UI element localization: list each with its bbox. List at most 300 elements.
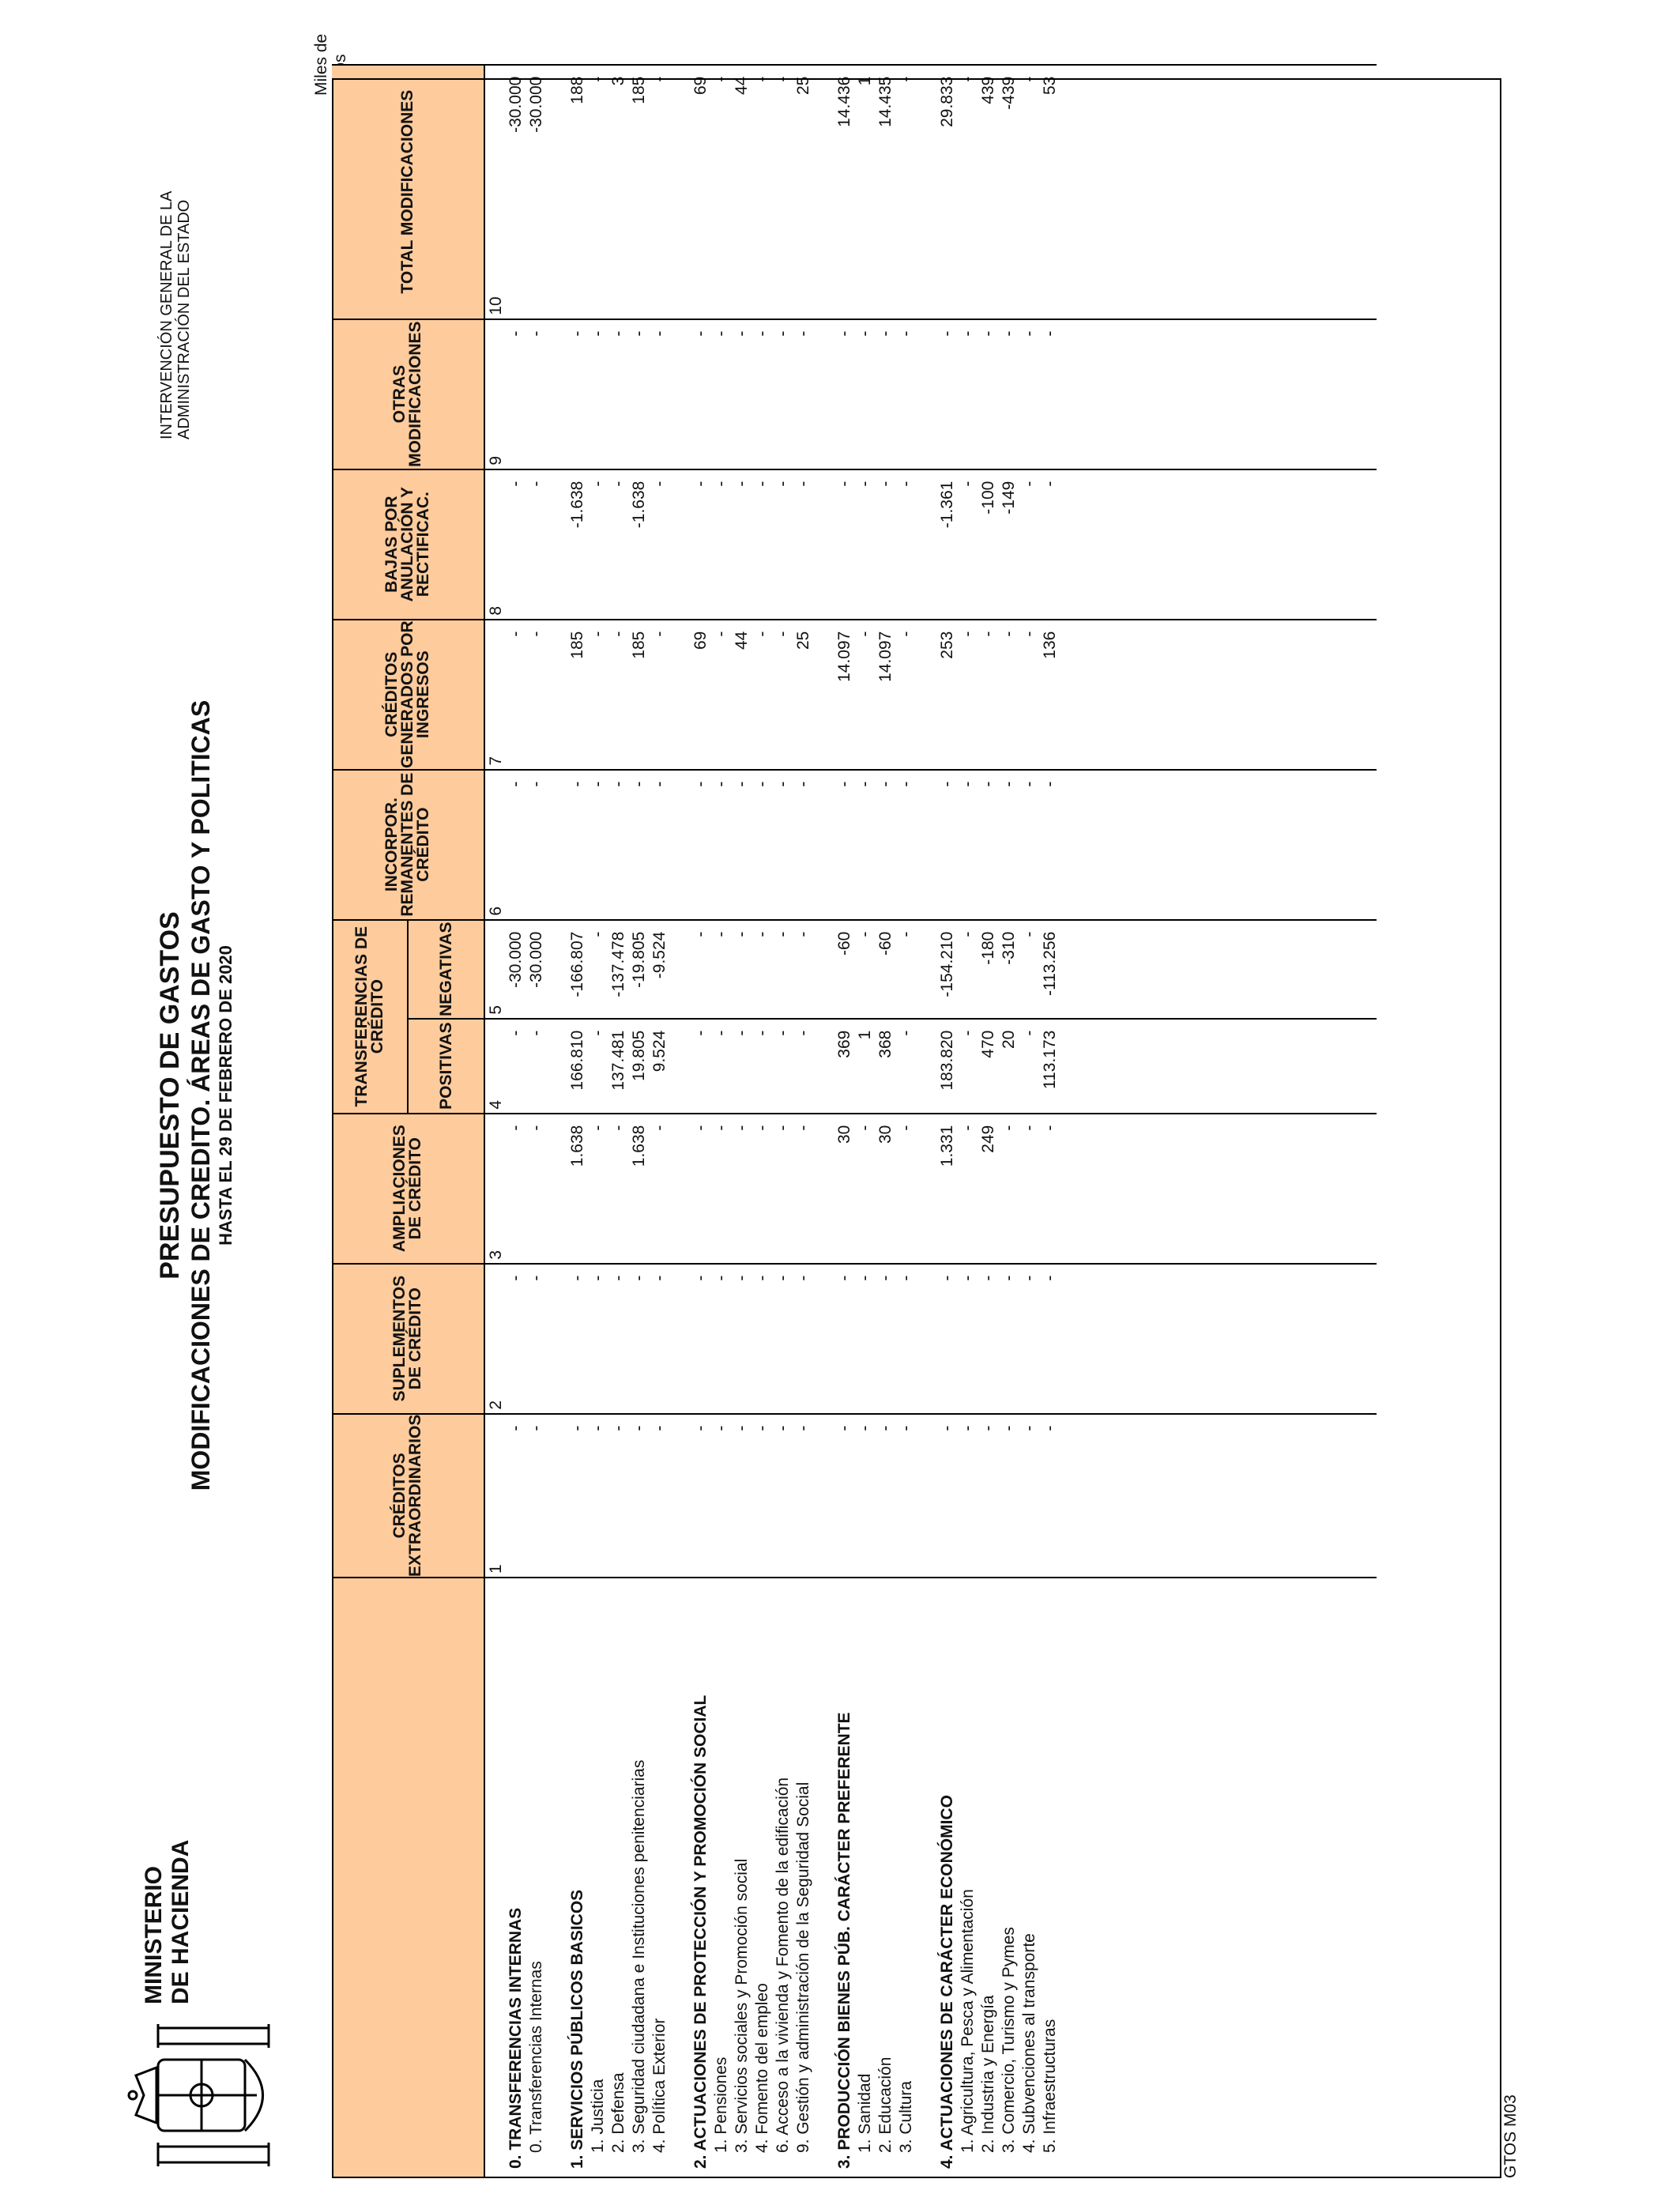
- cell-col10: -: [1019, 65, 1040, 319]
- row-label: 3. Seguridad ciudadana e Instituciones penitenciarias: [629, 1578, 650, 2178]
- header-col2: SUPLEMENTOS DE CRÉDITO: [332, 1264, 484, 1414]
- cell-col5: -: [588, 920, 608, 1019]
- row-label: 1. SERVICIOS PÚBLICOS BASICOS: [567, 1578, 588, 2178]
- cell-col9: -: [711, 319, 732, 469]
- cell-col6: -: [937, 770, 958, 920]
- row-label: 3. Comercio, Turismo y Pymes: [999, 1578, 1019, 2178]
- cell-col4: 9.524: [650, 1019, 670, 1114]
- title-date: HASTA EL 29 DE FEBRERO DE 2020: [216, 945, 235, 1246]
- cell-col7: -: [588, 620, 608, 770]
- cell-col1: -: [834, 1414, 855, 1578]
- cell-col9: -: [506, 319, 526, 469]
- cell-col2: -: [711, 1264, 732, 1414]
- col-number: 9: [484, 319, 506, 469]
- cell-col2: -: [526, 1264, 547, 1414]
- row-label: 6. Acceso a la vivienda y Fomento de la edificación: [773, 1578, 793, 2178]
- cell-col10: 185: [629, 65, 650, 319]
- cell-col3: -: [608, 1114, 629, 1264]
- cell-col3: -: [506, 1114, 526, 1264]
- cell-col3: [814, 1114, 834, 1264]
- cell-col3: -: [896, 1114, 917, 1264]
- cell-col4: -: [711, 1019, 732, 1114]
- table-row: [752, 65, 773, 2178]
- row-label: 3. Cultura: [896, 1578, 917, 2178]
- row-label: 4. Fomento del empleo: [752, 1578, 773, 2178]
- cell-col6: [670, 770, 691, 920]
- table-row: [876, 65, 896, 2178]
- cell-col2: -: [650, 1264, 670, 1414]
- cell-col8: -: [732, 469, 752, 620]
- cell-col4: 369: [834, 1019, 855, 1114]
- cell-col8: -: [711, 469, 732, 620]
- cell-col10: 1: [855, 65, 876, 319]
- cell-col4: -: [773, 1019, 793, 1114]
- cell-col10: 69: [691, 65, 711, 319]
- cell-col7: -: [506, 620, 526, 770]
- cell-col7: -: [650, 620, 670, 770]
- cell-col6: [547, 770, 567, 920]
- units-label: Miles de: [312, 33, 330, 96]
- row-label: 1. Pensiones: [711, 1578, 732, 2178]
- cell-col3: -: [793, 1114, 814, 1264]
- cell-col4: [670, 1019, 691, 1114]
- cell-col8: -149: [999, 469, 1019, 620]
- table-row: [1040, 65, 1060, 2178]
- cell-col10: [917, 65, 937, 319]
- cell-col9: -: [691, 319, 711, 469]
- cell-col7: -: [711, 620, 732, 770]
- cell-col6: -: [773, 770, 793, 920]
- cell-col2: -: [793, 1264, 814, 1414]
- row-label: 1. Justicia: [588, 1578, 608, 2178]
- cell-col9: -: [937, 319, 958, 469]
- row-label: 4. ACTUACIONES DE CARÁCTER ECONÓMICO: [937, 1578, 958, 2178]
- cell-col3: -: [650, 1114, 670, 1264]
- header-transfers: TRANSFERENCIAS DE CRÉDITO: [332, 920, 408, 1114]
- title-sub: MODIFICACIONES DE CREDITO. ÁREAS DE GASTO Y POLITICAS: [186, 699, 215, 1491]
- cell-col9: -: [567, 319, 588, 469]
- cell-col3: -: [691, 1114, 711, 1264]
- cell-col5: -60: [834, 920, 855, 1019]
- cell-col1: -: [752, 1414, 773, 1578]
- cell-col1: -: [1019, 1414, 1040, 1578]
- cell-col4: -: [896, 1019, 917, 1114]
- cell-col9: -: [526, 319, 547, 469]
- cell-col8: -: [526, 469, 547, 620]
- cell-col4: -: [793, 1019, 814, 1114]
- ministry-line1: MINISTERIO: [141, 1865, 167, 2004]
- cell-col4: -: [1019, 1019, 1040, 1114]
- cell-col9: -: [752, 319, 773, 469]
- ministry-name: [141, 1840, 194, 2004]
- cell-col6: -: [752, 770, 773, 920]
- col-number: 3: [484, 1114, 506, 1264]
- cell-col9: -: [1019, 319, 1040, 469]
- cell-col9: [917, 319, 937, 469]
- cell-col9: -: [773, 319, 793, 469]
- cell-col6: -: [629, 770, 650, 920]
- header-col8: BAJAS POR ANULACIÓN Y RECTIFICAC.: [332, 469, 484, 620]
- cell-col6: -: [793, 770, 814, 920]
- cell-col3: -: [1040, 1114, 1060, 1264]
- coat-of-arms-icon: [126, 2020, 284, 2170]
- cell-col2: -: [588, 1264, 608, 1414]
- table-row-spacer: [814, 65, 834, 2178]
- cell-col5: -: [855, 920, 876, 1019]
- cell-col8: -1.361: [937, 469, 958, 620]
- cell-col1: -: [978, 1414, 999, 1578]
- cell-col6: [917, 770, 937, 920]
- cell-col7: -: [855, 620, 876, 770]
- cell-col7: 185: [567, 620, 588, 770]
- cell-col8: -: [896, 469, 917, 620]
- col-number: 7: [484, 620, 506, 770]
- cell-col7: 25: [793, 620, 814, 770]
- table-row: [978, 65, 999, 2178]
- cell-col5: -: [793, 920, 814, 1019]
- col-number: 6: [484, 770, 506, 920]
- cell-col3: 1.331: [937, 1114, 958, 1264]
- table-row: [732, 65, 752, 2178]
- cell-col10: 14.435: [876, 65, 896, 319]
- cell-col9: -: [978, 319, 999, 469]
- row-label: 4. Subvenciones al transporte: [1019, 1578, 1040, 2178]
- table-row-category: [691, 65, 711, 2178]
- cell-col1: -: [711, 1414, 732, 1578]
- cell-col10: 14.436: [834, 65, 855, 319]
- cell-col1: -: [773, 1414, 793, 1578]
- cell-col10: 29.833: [937, 65, 958, 319]
- cell-col2: -: [896, 1264, 917, 1414]
- row-label: 0. TRANSFERENCIAS INTERNAS: [506, 1578, 526, 2178]
- cell-col9: -: [588, 319, 608, 469]
- cell-col3: -: [526, 1114, 547, 1264]
- cell-col9: -: [650, 319, 670, 469]
- cell-col7: -: [978, 620, 999, 770]
- cell-col10: [547, 65, 567, 319]
- cell-col2: -: [999, 1264, 1019, 1414]
- cell-col3: -: [958, 1114, 978, 1264]
- cell-col5: -30.000: [526, 920, 547, 1019]
- cell-col1: -: [937, 1414, 958, 1578]
- cell-col9: -: [1040, 319, 1060, 469]
- table-row-spacer: [670, 65, 691, 2178]
- cell-col7: 14.097: [834, 620, 855, 770]
- cell-col7: -: [1019, 620, 1040, 770]
- cell-col5: -: [773, 920, 793, 1019]
- col-number: 8: [484, 469, 506, 620]
- cell-col9: -: [999, 319, 1019, 469]
- cell-col2: -: [1019, 1264, 1040, 1414]
- cell-col10: [670, 65, 691, 319]
- cell-col10: 439: [978, 65, 999, 319]
- cell-col5: -: [752, 920, 773, 1019]
- col-number: 5: [484, 920, 506, 1019]
- cell-col2: -: [978, 1264, 999, 1414]
- cell-col7: [670, 620, 691, 770]
- table-row: [896, 65, 917, 2178]
- header-col7: CRÉDITOS GENERADOS POR INGRESOS: [332, 620, 484, 770]
- ministry-line2: DE HACIENDA: [168, 1839, 194, 2004]
- cell-col5: -9.524: [650, 920, 670, 1019]
- table-row: [958, 65, 978, 2178]
- row-label: [670, 1578, 691, 2178]
- row-label: 3. Servicios sociales y Promoción social: [732, 1578, 752, 2178]
- cell-col4: 470: [978, 1019, 999, 1114]
- cell-col9: [670, 319, 691, 469]
- cell-col1: -: [506, 1414, 526, 1578]
- cell-col9: -: [608, 319, 629, 469]
- cell-col7: [547, 620, 567, 770]
- cell-col7: [814, 620, 834, 770]
- modifications-table: [332, 64, 1377, 2178]
- cell-col3: 30: [834, 1114, 855, 1264]
- cell-col8: -: [876, 469, 896, 620]
- cell-col5: -30.000: [506, 920, 526, 1019]
- table-row: [999, 65, 1019, 2178]
- title-main: PRESUPUESTO DE GASTOS: [155, 911, 185, 1280]
- cell-col8: -: [1040, 469, 1060, 620]
- row-label: [917, 1578, 937, 2178]
- cell-col1: -: [1040, 1414, 1060, 1578]
- cell-col8: -1.638: [567, 469, 588, 620]
- cell-col6: -: [732, 770, 752, 920]
- table-row-category: [937, 65, 958, 2178]
- col-number: 10: [484, 65, 506, 319]
- footer-code: GTOS M03: [1501, 2094, 1520, 2178]
- cell-col1: -: [650, 1414, 670, 1578]
- header-col5: NEGATIVAS: [408, 920, 484, 1019]
- table-row: [650, 65, 670, 2178]
- table-body: [506, 65, 1060, 2178]
- cell-col6: -: [1040, 770, 1060, 920]
- cell-col7: -: [526, 620, 547, 770]
- cell-col10: -: [650, 65, 670, 319]
- row-label: 5. Infraestructuras: [1040, 1578, 1060, 2178]
- cell-col6: -: [855, 770, 876, 920]
- cell-col3: [670, 1114, 691, 1264]
- cell-col3: -: [752, 1114, 773, 1264]
- table-row-category: [834, 65, 855, 2178]
- cell-col8: -: [691, 469, 711, 620]
- header-col10: TOTAL MODIFICACIONES: [332, 65, 484, 319]
- cell-col9: -: [629, 319, 650, 469]
- cell-col2: -: [958, 1264, 978, 1414]
- row-label: 9. Gestión y administración de la Seguridad Social: [793, 1578, 814, 2178]
- cell-col7: 136: [1040, 620, 1060, 770]
- cell-col6: -: [608, 770, 629, 920]
- cell-col5: -: [691, 920, 711, 1019]
- cell-col5: -: [958, 920, 978, 1019]
- cell-col4: 183.820: [937, 1019, 958, 1114]
- cell-col6: -: [876, 770, 896, 920]
- table-row: [588, 65, 608, 2178]
- cell-col7: 69: [691, 620, 711, 770]
- cell-col10: [814, 65, 834, 319]
- cell-col6: -: [691, 770, 711, 920]
- cell-col7: [917, 620, 937, 770]
- cell-col10: -: [752, 65, 773, 319]
- cell-col2: -: [506, 1264, 526, 1414]
- cell-col2: -: [732, 1264, 752, 1414]
- table-row-spacer: [547, 65, 567, 2178]
- cell-col5: -310: [999, 920, 1019, 1019]
- cell-col1: -: [855, 1414, 876, 1578]
- cell-col9: -: [793, 319, 814, 469]
- cell-col4: -: [691, 1019, 711, 1114]
- cell-col5: -19.805: [629, 920, 650, 1019]
- table-row: [629, 65, 650, 2178]
- cell-col2: -: [608, 1264, 629, 1414]
- cell-col6: -: [896, 770, 917, 920]
- cell-col6: -: [978, 770, 999, 920]
- organization-name: [158, 190, 193, 439]
- cell-col5: -180: [978, 920, 999, 1019]
- table-row: [526, 65, 547, 2178]
- cell-col5: -166.807: [567, 920, 588, 1019]
- cell-col1: -: [876, 1414, 896, 1578]
- cell-col4: -: [526, 1019, 547, 1114]
- cell-col4: 19.805: [629, 1019, 650, 1114]
- table-row: [1019, 65, 1040, 2178]
- row-label: 4. Política Exterior: [650, 1578, 670, 2178]
- cell-col1: -: [732, 1414, 752, 1578]
- cell-col8: -: [752, 469, 773, 620]
- org-line2: ADMINISTRACIÓN DEL ESTADO: [175, 199, 193, 439]
- cell-col2: -: [691, 1264, 711, 1414]
- cell-col8: [670, 469, 691, 620]
- cell-col1: [814, 1414, 834, 1578]
- column-number-row: [484, 65, 506, 2178]
- cell-col10: -: [773, 65, 793, 319]
- cell-col1: -: [629, 1414, 650, 1578]
- cell-col4: 113.173: [1040, 1019, 1060, 1114]
- row-label: 2. Educación: [876, 1578, 896, 2178]
- cell-col5: -: [711, 920, 732, 1019]
- cell-col2: [917, 1264, 937, 1414]
- cell-col3: -: [588, 1114, 608, 1264]
- filler-row: [1060, 65, 1377, 2178]
- cell-col6: -: [1019, 770, 1040, 920]
- cell-col5: -: [732, 920, 752, 1019]
- header-row-1: [332, 65, 408, 2178]
- cell-col3: -: [1019, 1114, 1040, 1264]
- cell-col1: -: [567, 1414, 588, 1578]
- cell-col9: -: [896, 319, 917, 469]
- cell-col5: -60: [876, 920, 896, 1019]
- row-label: 2. ACTUACIONES DE PROTECCIÓN Y PROMOCIÓN SOCIAL: [691, 1578, 711, 2178]
- cell-col1: -: [999, 1414, 1019, 1578]
- cell-col4: 20: [999, 1019, 1019, 1114]
- cell-col5: -: [896, 920, 917, 1019]
- row-label: [547, 1578, 567, 2178]
- cell-col8: -100: [978, 469, 999, 620]
- cell-col4: 1: [855, 1019, 876, 1114]
- cell-col3: -: [732, 1114, 752, 1264]
- col-number: 2: [484, 1264, 506, 1414]
- cell-col8: -: [855, 469, 876, 620]
- cell-col9: -: [876, 319, 896, 469]
- cell-col8: -: [650, 469, 670, 620]
- cell-col4: 368: [876, 1019, 896, 1114]
- cell-col1: [547, 1414, 567, 1578]
- row-label: [814, 1578, 834, 2178]
- cell-col8: -: [588, 469, 608, 620]
- cell-col8: [547, 469, 567, 620]
- cell-col2: -: [752, 1264, 773, 1414]
- org-line1: INTERVENCIÓN GENERAL DE LA: [158, 190, 175, 439]
- cell-col1: -: [793, 1414, 814, 1578]
- cell-col5: [917, 920, 937, 1019]
- cell-col3: 1.638: [629, 1114, 650, 1264]
- cell-col1: [670, 1414, 691, 1578]
- cell-col3: 249: [978, 1114, 999, 1264]
- header-col1: CRÉDITOS EXTRAORDINARIOS: [332, 1414, 484, 1578]
- cell-col2: -: [567, 1264, 588, 1414]
- cell-col6: -: [958, 770, 978, 920]
- cell-col10: 44: [732, 65, 752, 319]
- cell-col1: -: [526, 1414, 547, 1578]
- cell-col5: [670, 920, 691, 1019]
- header-col9: OTRAS MODIFICACIONES: [332, 319, 484, 469]
- col-number: 4: [484, 1019, 506, 1114]
- report-title: [154, 629, 236, 1562]
- cell-col9: [814, 319, 834, 469]
- cell-col9: [547, 319, 567, 469]
- cell-col4: -: [732, 1019, 752, 1114]
- cell-col5: [547, 920, 567, 1019]
- table-row: [773, 65, 793, 2178]
- cell-col10: -: [958, 65, 978, 319]
- cell-col10: -: [896, 65, 917, 319]
- cell-col4: -: [752, 1019, 773, 1114]
- row-label: 1. Agricultura, Pesca y Alimentación: [958, 1578, 978, 2178]
- header-concept: [332, 1578, 484, 2178]
- table-row: [793, 65, 814, 2178]
- cell-col7: 253: [937, 620, 958, 770]
- cell-col3: 1.638: [567, 1114, 588, 1264]
- table-row: [855, 65, 876, 2178]
- cell-col1: -: [588, 1414, 608, 1578]
- cell-col6: -: [567, 770, 588, 920]
- cell-col10: -: [711, 65, 732, 319]
- cell-col7: -: [773, 620, 793, 770]
- cell-col8: [917, 469, 937, 620]
- header-col6: INCORPOR. REMANENTES DE CRÉDITO: [332, 770, 484, 920]
- cell-col3: -: [773, 1114, 793, 1264]
- cell-col4: [547, 1019, 567, 1114]
- table-row: [608, 65, 629, 2178]
- cell-col2: -: [937, 1264, 958, 1414]
- cell-col3: -: [999, 1114, 1019, 1264]
- cell-col8: -: [958, 469, 978, 620]
- cell-col4: [917, 1019, 937, 1114]
- cell-col2: [814, 1264, 834, 1414]
- cell-col7: -: [896, 620, 917, 770]
- cell-col4: -: [506, 1019, 526, 1114]
- cell-col2: [670, 1264, 691, 1414]
- cell-col7: -: [958, 620, 978, 770]
- cell-col7: -: [752, 620, 773, 770]
- table-row-spacer: [917, 65, 937, 2178]
- cell-col4: 166.810: [567, 1019, 588, 1114]
- cell-col1: -: [691, 1414, 711, 1578]
- cell-col10: 3: [608, 65, 629, 319]
- cell-col6: -: [834, 770, 855, 920]
- table-row: [711, 65, 732, 2178]
- cell-col8: -1.638: [629, 469, 650, 620]
- cell-col2: -: [773, 1264, 793, 1414]
